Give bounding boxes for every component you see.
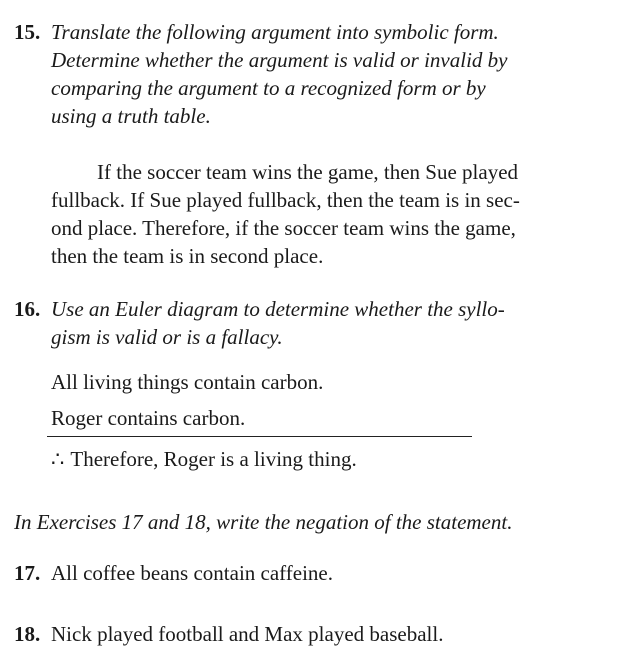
argument-line: ond place. Therefore, if the soccer team wins the game,	[51, 216, 516, 240]
instruction-line: comparing the argument to a recognized form or by	[51, 76, 486, 100]
exercise-17	[14, 559, 614, 587]
conclusion-text: Therefore, Roger is a living thing.	[70, 447, 357, 471]
exercise-number: 15.	[14, 20, 41, 44]
exercise-instruction	[51, 295, 614, 351]
argument-line: then the team is in second place.	[51, 244, 324, 268]
instruction-line: using a truth table.	[51, 104, 211, 128]
exercise-number: 17.	[14, 561, 41, 585]
exercise-instruction	[51, 18, 614, 130]
exercise-15	[14, 18, 614, 130]
syllogism-divider	[47, 436, 472, 437]
exercise-text: All coffee beans contain caffeine.	[51, 561, 334, 585]
instruction-line: Use an Euler diagram to determine whether the syllo-	[51, 297, 505, 321]
exercise-16	[14, 295, 614, 351]
argument-line: If the soccer team wins the game, then Sue played	[97, 160, 519, 184]
argument-line: fullback. If Sue played fullback, then the team is in sec-	[51, 188, 520, 212]
exercise-number: 16.	[14, 297, 41, 321]
syllogism-conclusion	[51, 445, 357, 473]
exercise-number: 18.	[14, 622, 41, 646]
exercise-text: Nick played football and Max played baseball.	[51, 622, 444, 646]
instruction-line: Translate the following argument into symbolic form.	[51, 20, 499, 44]
instruction-line: Determine whether the argument is valid or invalid by	[51, 48, 508, 72]
argument-text	[51, 158, 611, 270]
section-instruction: In Exercises 17 and 18, write the negation of the statement.	[14, 510, 513, 534]
instruction-line: gism is valid or is a fallacy.	[51, 325, 283, 349]
therefore-symbol: ∴	[51, 447, 65, 471]
exercise-18	[14, 620, 614, 648]
syllogism-premise-2: Roger contains carbon.	[51, 406, 246, 430]
syllogism-premise-1: All living things contain carbon.	[51, 370, 324, 394]
